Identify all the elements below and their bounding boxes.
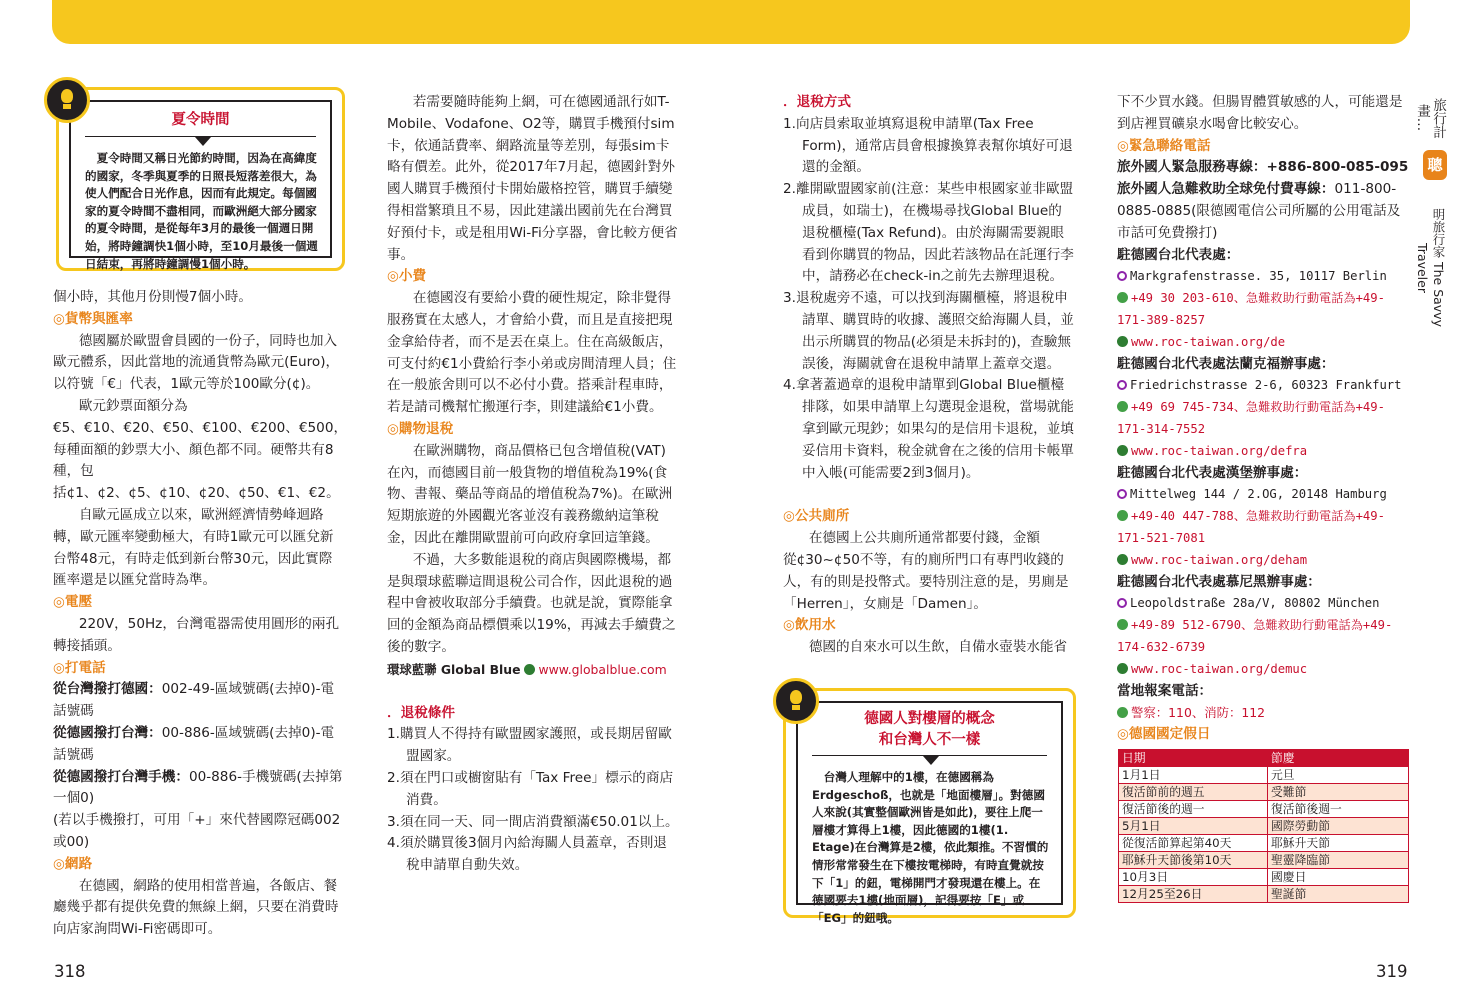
lightbulb-icon (44, 77, 90, 123)
phone-label: 從德國撥打台灣： (53, 724, 162, 741)
office-phone (1117, 288, 1411, 332)
power-paragraph: 220V，50Hz，台灣電器需使用圓形的兩孔轉接插頭。 (53, 615, 340, 654)
power-heading: ◎電壓 (53, 594, 93, 611)
globe-icon (524, 664, 535, 675)
globe-icon (1117, 445, 1128, 456)
hotline-number: 011-800-0885-0885 (1117, 181, 1397, 219)
globalblue-line (387, 659, 679, 681)
table-header-row (1119, 750, 1409, 767)
phone-text: +49 30 203-610、急難救助行動電話為+49-171-389-8257 (1117, 291, 1385, 327)
location-pin-icon (1117, 489, 1127, 499)
tax-refund-paragraph-1: 在歐洲購物，商品價格已包含增值稅(VAT)在內，而德國目前一般貨物的增值稅為19%(食物、書報、藥品等商品的增值稅為7%)。在歐洲短期旅遊的外國觀光客並沒有義務繳納這筆稅金，因此在離開歐盟前可向政府拿回這筆錢。 (387, 442, 673, 546)
address-text: Friedrichstrasse 2-6, 60323 Frankfurt (1130, 378, 1402, 393)
floor-box-frame (796, 701, 1063, 925)
phone-icon (1117, 292, 1128, 303)
office-address (1117, 484, 1411, 506)
hotline-label: 旅外國人緊急服務專線： (1117, 159, 1267, 176)
table-cell: 從復活節算起第40天 (1119, 835, 1268, 852)
holiday-table (1118, 749, 1409, 903)
table-cell: 復活節後週一 (1268, 801, 1409, 818)
address-text: Markgrafenstrasse. 35, 10117 Berlin (1130, 269, 1387, 284)
phone-label: 從台灣撥打德國： (53, 681, 162, 698)
summer-time-text: 夏令時間又稱日光節約時間，因為在高緯度的國家，冬季與夏季的日照長短落差很大，為使人們配合日光作息，因而有此規定。每個國家的夏令時間不盡相同，而歐洲絕大部分國家的夏令時間，是從每年3月的最後一個週日開始，將時鐘調快1個小時，至10月最後一個週日結束，再將時鐘調慢1個小時。 (85, 151, 318, 271)
phone-text: +49-89 512-6790、急難救助行動電話為+49-174-632-6739 (1117, 618, 1393, 654)
lightbulb-icon (773, 678, 819, 724)
office-web (1117, 550, 1411, 572)
globe-icon (1117, 663, 1128, 674)
condition-item: 4.須於購買後3個月內給海關人員蓋章，否則退稅申請單自動失效。 (387, 835, 667, 874)
phone-de-to-tw-mobile (53, 767, 345, 811)
table-cell: 聖靈降臨節 (1268, 852, 1409, 869)
tip-paragraph: 在德國沒有要給小費的硬性規定，除非覺得服務實在太感人，才會給小費，而且是直接把現金拿給侍者，而不是丟在桌上。住在高級飯店，可支付約€1小費給行李小弟或房間清理人員；住在一般旅舍則可以不必付小費。搭乘計程車時，若是請司機幫忙搬運行李，則建議給€1小費。 (387, 290, 677, 416)
web-link[interactable]: www.roc-taiwan.org/de (1131, 334, 1286, 349)
internet-paragraph: 在德國，網路的使用相當普遍，各飯店、餐廳幾乎都有提供免費的無線上網，只要在消費時向店家詢問Wi-Fi密碼即可。 (53, 877, 339, 938)
phone-label: 從德國撥打台灣手機： (53, 768, 189, 785)
hotline-number: +886-800-085-095 (1266, 159, 1409, 176)
internet-heading: ◎網路 (53, 855, 93, 872)
table-cell: 國慶日 (1268, 869, 1409, 886)
table-cell: 國際勞動節 (1268, 818, 1409, 835)
table-cell: 復活節後的週一 (1119, 801, 1268, 818)
table-cell: 耶穌升天節 (1268, 835, 1409, 852)
table-header-cell: 節慶 (1268, 750, 1409, 767)
water-paragraph: 德國的自來水可以生飲，自備水壺裝水能省 (808, 639, 1068, 656)
header-band (52, 0, 1410, 44)
table-row (1119, 818, 1409, 835)
office-address (1117, 375, 1411, 397)
refund-method-heading: ．退稅方式 (783, 94, 851, 110)
location-pin-icon (1117, 598, 1127, 608)
office-web (1117, 441, 1411, 463)
method-item: 4.拿著蓋過章的退稅申請單到Global Blue櫃檯排隊，如果申請單上勾選現金退稅，當場就能拿到歐元現鈔；如果勾的是信用卡退稅，並填妥信用卡資料，稅金就會在之後的信用卡帳單中入帳(可能需要2到3個月)。 (783, 377, 1074, 481)
globe-icon (1117, 554, 1128, 565)
condition-item: 3.須在同一天、同一間店消費額滿€50.01以上。 (387, 813, 679, 830)
table-cell: 5月1日 (1119, 818, 1268, 835)
summer-time-box (56, 87, 345, 271)
web-link[interactable]: www.roc-taiwan.org/deham (1131, 552, 1308, 567)
box-pointer (195, 137, 211, 146)
currency-paragraph-2: 歐元鈔票面額分為€5、€10、€20、€50、€100、€200、€500，每種面額的鈔票大小、顏色都不同。硬幣共有8種，包括¢1、¢2、¢5、¢10、¢20、¢50、€1、€2。 (53, 397, 348, 502)
office-web (1117, 332, 1411, 354)
table-header-cell: 日期 (1119, 750, 1268, 767)
phone-text: 00-886-區域號碼(去掉0)-電話號碼 (53, 724, 335, 763)
web-link[interactable]: www.roc-taiwan.org/demuc (1131, 661, 1308, 676)
table-cell: 受難節 (1268, 784, 1409, 801)
text-continuation: 個小時，其他月份則慢7個小時。 (53, 289, 252, 305)
office-address (1117, 266, 1411, 288)
tax-refund-paragraph-2: 不過，大多數能退稅的商店與國際機場，都是與環球藍聯這間退稅公司合作，因此退稅的過程中會被收取部分手續費。也就是說，實際能拿回的金額為商品標價乘以19%，再減去手續費之後的數字。 (387, 551, 676, 655)
currency-paragraph-3: 自歐元區成立以來，歐洲經濟情勢峰迴路轉，歐元匯率變動極大，有時1歐元可以匯兌新台幣48元，有時走低到新台幣30元，因此實際匯率還是以匯兌當時為準。 (53, 506, 334, 589)
office-web (1117, 659, 1411, 681)
phone-text: 00-886-手機號碼(去掉第一個0) (53, 768, 343, 807)
office-name: 駐德國台北代表處： (1117, 246, 1240, 263)
phone-text: 002-49-區域號碼(去掉0)-電話號碼 (53, 681, 335, 720)
office-address (1117, 593, 1411, 615)
currency-paragraph-1: 德國屬於歐盟會員國的一份子，同時也加入歐元體系，因此當地的流通貨幣為歐元(Euro)，以符號「€」代表，1歐元等於100歐分(¢)。 (53, 332, 340, 393)
toilet-heading: ◎公共廁所 (783, 508, 850, 525)
phone-text: +49 69 745-734、急難救助行動電話為+49-171-314-7552 (1117, 400, 1385, 436)
phone-icon (1117, 401, 1128, 412)
method-item: 3.退稅處旁不遠，可以找到海關櫃檯，將退稅申請單、購買時的收據、護照交給海關人員，並出示所購買的物品(必須是未拆封的)，查驗無誤後，海關就會在退稅申請單上蓋章交還。 (783, 290, 1074, 372)
address-text: Mittelweg 144 / 2.OG, 20148 Hamburg (1130, 487, 1387, 502)
location-pin-icon (1117, 271, 1127, 281)
office-phone (1117, 615, 1411, 659)
phone-icon (1117, 510, 1128, 521)
table-row (1119, 767, 1409, 784)
table-row (1119, 784, 1409, 801)
floor-concept-box (783, 688, 1076, 925)
phone-heading: ◎打電話 (53, 659, 106, 676)
floor-box-text: 台灣人理解中的1樓，在德國稱為Erdgeschoß，也就是「地面樓層」。對德國人來說(其實整個歐洲皆是如此)，要往上爬一層樓才算得上1樓，因此德國的1樓(1. Etage)在台灣算是2樓，依此類推。不習慣的情形常常發生在下樓按電梯時，有時直覺就按下「1」的鈕，電梯開門才發現還在樓上。在德國要去1樓(地面層)，記得要按「E」或「EG」的鈕哦。 (812, 770, 1049, 925)
table-cell: 1月1日 (1119, 767, 1268, 784)
table-row (1119, 835, 1409, 852)
table-cell: 耶穌升天節後第10天 (1119, 852, 1268, 869)
currency-heading: ◎貨幣與匯率 (53, 310, 133, 327)
method-item: 2.離開歐盟國家前(注意：某些申根國家並非歐盟成員，如瑞士)，在機場尋找Global Blue的退稅櫃檯(Tax Refund)。由於海關需要親眼看到你購買的物品，因此若該物品在託運行李中，請務必在check-in之前先去辦理退稅。 (783, 181, 1074, 285)
column-4 (1117, 92, 1411, 746)
side-tab-bottom: 明旅行家 The Savvy Traveler (1415, 208, 1446, 327)
summer-time-box-frame (69, 100, 332, 271)
page-number-left: 318 (54, 962, 86, 981)
office-phone (1117, 397, 1411, 441)
hotline-label: 旅外國人急難救助全球免付費專線： (1117, 181, 1335, 198)
office-name: 駐德國台北代表處漢堡辦事處： (1117, 464, 1308, 481)
hotline-note: (限德國電信公司所屬的公用電話及市話可免費撥打) (1117, 202, 1401, 241)
page-number-right: 319 (1376, 962, 1408, 981)
condition-item: 1.購買人不得持有歐盟國家護照，或長期居留歐盟國家。 (387, 726, 672, 765)
phone-de-to-tw (53, 723, 345, 767)
table-row (1119, 886, 1409, 903)
local-numbers (1117, 702, 1411, 724)
floor-box-title-2: 和台灣人不一樣 (878, 732, 981, 748)
refund-conditions-heading: ．退稅條件 (387, 704, 455, 721)
table-cell: 元旦 (1268, 767, 1409, 784)
office-name: 駐德國台北代表處法蘭克福辦事處： (1117, 355, 1335, 372)
floor-box-title-1: 德國人對樓層的概念 (864, 711, 995, 727)
column-3 (783, 92, 1075, 659)
tax-refund-heading: ◎購物退稅 (387, 420, 454, 437)
office-name: 駐德國台北代表處慕尼黑辦事處： (1117, 573, 1321, 590)
web-link[interactable]: www.roc-taiwan.org/defra (1131, 443, 1308, 458)
phone-note: (若以手機撥打，可用「+」來代替國際冠碼002或00) (53, 812, 341, 850)
table-cell: 10月3日 (1119, 869, 1268, 886)
table-cell: 復活節前的週五 (1119, 784, 1268, 801)
table-row (1119, 801, 1409, 818)
method-item: 1.向店員索取並填寫退稅申請單(Tax Free Form)，通常店員會根據換算表幫你填好可退還的金額。 (783, 115, 1073, 176)
phone-icon (1117, 619, 1128, 630)
box-pointer (923, 756, 939, 765)
office-phone (1117, 506, 1411, 550)
toilet-paragraph: 在德國上公共廁所通常都要付錢，金額從¢30~¢50不等，有的廁所門口有專門收錢的人，有的則是投幣式。要特別注意的是，男廁是「Herren」，女廁是「Damen」。 (783, 530, 1069, 612)
side-tab-mark: 聰 (1423, 150, 1447, 180)
local-police-label: 當地報案電話： (1117, 682, 1213, 699)
globalblue-link[interactable]: www.globalblue.com (538, 661, 667, 677)
table-cell: 聖誕節 (1268, 886, 1409, 903)
local-numbers-text: 警察：110、消防：112 (1131, 705, 1266, 721)
phone-text: +49-40 447-788、急難救助行動電話為+49-171-521-7081 (1117, 509, 1385, 545)
phone-icon (1117, 707, 1128, 718)
water-continuation: 下不少買水錢。但腸胃體質敏感的人，可能還是到店裡買礦泉水喝會比較安心。 (1117, 94, 1403, 132)
table-row (1119, 852, 1409, 869)
globe-icon (1117, 336, 1128, 347)
emergency-heading: ◎緊急聯絡電話 (1117, 137, 1211, 154)
table-cell: 12月25至26日 (1119, 886, 1268, 903)
table-row (1119, 869, 1409, 886)
condition-item: 2.須在門口或櫥窗貼有「Tax Free」標示的商店消費。 (387, 769, 674, 808)
sim-paragraph: 若需要隨時能夠上網，可在德國通訊行如T-Mobile、Vodafone、O2等，購買手機預付sim卡，依通話費率、網路流量等差別，每張sim卡略有價差。此外，從2017年7月起，德國針對外國人購買手機預付卡開始嚴格控管，購買手續變得相當繁瑣且不易，因此建議出國前先在台灣買好預付卡，或是租用Wi-Fi分享器，會比較方便省事。 (387, 94, 678, 263)
tip-heading: ◎小費 (387, 268, 427, 285)
hotline-1 (1117, 157, 1411, 179)
phone-tw-to-de (53, 679, 345, 723)
column-2 (387, 92, 679, 877)
globalblue-label: 環球藍聯 Global Blue (387, 661, 521, 677)
location-pin-icon (1117, 380, 1127, 390)
summer-time-title: 夏令時間 (171, 112, 230, 128)
holiday-heading: ◎德國國定假日 (1117, 726, 1211, 743)
water-heading: ◎飲用水 (783, 617, 836, 634)
hotline-2 (1117, 179, 1411, 244)
address-text: Leopoldstraße 28a/V, 80802 München (1130, 596, 1380, 611)
column-1 (53, 287, 348, 941)
side-tab-top: 旅行計畫… (1414, 97, 1446, 139)
